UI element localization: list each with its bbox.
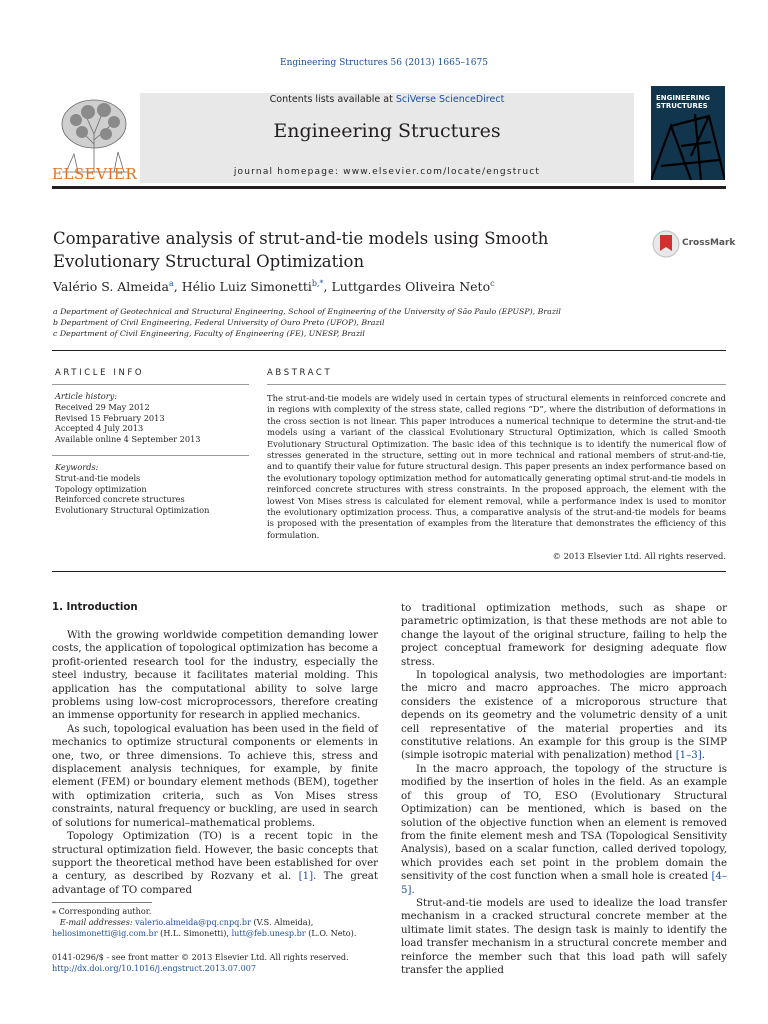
article-info-heading: ARTICLE INFO <box>55 368 145 378</box>
keyword: Evolutionary Structural Optimization <box>55 505 210 516</box>
body-paragraph <box>401 669 727 763</box>
history-item: Revised 15 February 2013 <box>55 412 165 423</box>
contents-prefix: Contents lists available at <box>269 94 396 105</box>
journal-title: Engineering Structures <box>273 120 501 142</box>
issn-line: 0141-0296/$ - see front matter © 2013 Elsevier Ltd. All rights reserved. <box>52 952 349 962</box>
body-paragraph: Strut-and-tie models are used to idealize the load transfer mechanism in a cracked structural concrete member at the ultimate limit states. The design task is mainly to identify the load transfer mechanism in a structural concrete member and reinforce the member such that this load path will safely transfer the applied <box>401 897 727 976</box>
author-name: Luttgardes Oliveira Neto <box>331 279 491 295</box>
affiliation: b Department of Civil Engineering, Federal University of Ouro Preto (UFOP), Brazil <box>53 318 385 327</box>
abstract-end-divider <box>52 571 726 572</box>
abstract-heading: ABSTRACT <box>267 368 333 378</box>
author-affil-ref[interactable]: a <box>169 279 174 288</box>
masthead-rule <box>52 186 726 189</box>
front-matter <box>52 952 378 974</box>
email-link[interactable]: valerio.almeida@pq.cnpq.br <box>135 917 251 927</box>
keywords <box>55 462 250 516</box>
crossmark-label[interactable]: CrossMark <box>682 238 736 248</box>
body-paragraph: to traditional optimization methods, such as shape or parametric optimization, is that these methods are not able to change the layout of the original structure, failing to help the project conceptual framework for designing adequate flow stress. <box>401 603 727 668</box>
email-owner: (H.L. Simonetti), <box>157 928 232 938</box>
info-divider <box>52 384 249 385</box>
corresponding-author: ⁎ Corresponding author. <box>52 906 152 916</box>
abstract-text: The strut-and-tie models are widely used in certain types of structural elements in reinforced concrete and in regions with complexity of the stress state, called regions “D”, where the distribution of deformations in the cross section is not linear. This paper introduces a numerical technique to determine the strut-and-tie models using a variant of the classical Evolutionary Structural Optimization, which is called Smooth Evolutionary Structural Optimization. The basic idea of this technique is to identify the numerical flow of stresses generated in the structure, setting out in more technical and rational members of strut-and-tie, and to quantify their value for future structural design. This paper presents an index performance based on the evolutionary topology optimization method for automatically generating optimal strut-and-tie models in reinforced concrete structures with stress constraints. In the proposed approach, the element with the lowest Von Mises stress is calculated for element removal, while a performance index is used to monitor the evolutionary optimization process. Thus, a comparative analysis of the strut-and-tie models for beams is proposed with the presentation of examples from the literature that demonstrates the efficiency of this formulation. <box>267 393 726 540</box>
author-name: Valério S. Almeida <box>53 279 169 295</box>
contents-line <box>140 94 634 105</box>
reference-link[interactable]: [4–5] <box>401 871 727 896</box>
body-paragraph <box>401 763 727 897</box>
paragraph-text: In topological analysis, two methodologies are important: the micro and macro approaches. The micro approach considers the existence of a microporous structure that depends on its geometry and the volumetric density of a unit cell representative of the material properties and its constitutive relations. An example for this group is the SIMP (simple isotropic material with penalization) method <box>401 670 727 762</box>
header-divider <box>52 350 726 351</box>
journal-citation[interactable]: Engineering Structures 56 (2013) 1665–1675 <box>280 58 488 68</box>
email-link[interactable]: lutt@feb.unesp.br <box>231 928 306 938</box>
email-link[interactable]: heliosimonetti@ig.com.br <box>52 928 158 938</box>
keyword: Strut-and-tie models <box>55 472 141 483</box>
paragraph-text: Topology Optimization (TO) is a recent topic in the structural optimization field. However, the basic concepts that support the theoretical method have been established for over a century, as described by Rozvany et al. <box>52 831 378 883</box>
paragraph-text: . <box>411 884 415 896</box>
author-name: Hélio Luiz Simonetti <box>181 279 312 295</box>
author-affil-ref[interactable]: b,* <box>311 279 324 288</box>
author-list: Valério S. Almeida$^a$, Hélio Luiz Simonetti$^{b,*}$, Luttgardes Oliveira Neto$^c$ <box>53 279 495 295</box>
cover-title-line-2: STRUCTURES <box>656 102 708 110</box>
affiliation: c Department of Civil Engineering, Faculty of Engineering (FE), UNESP, Brazil <box>53 329 365 338</box>
journal-homepage[interactable]: journal homepage: www.elsevier.com/locate/engstruct <box>233 167 541 177</box>
body-paragraph: As such, topological evaluation has been used in the field of mechanics to optimize structural components or elements in one, two, or three dimensions. To achieve this, stress and displacement analysis techniques, for example, by finite element (FEM) or boundary element methods (BEM), together with optimization criteria, such as Von Mises stress constraints, natural frequency or buckling, are used in search of solutions for numerical–mathematical problems. <box>52 723 378 829</box>
history-item: Received 29 May 2012 <box>55 401 150 412</box>
doi-link[interactable]: http://dx.doi.org/10.1016/j.engstruct.2013.07.007 <box>52 963 257 973</box>
paragraph-text: In the macro approach, the topology of the structure is modified by the insertion of holes in the field. As an example of this group of TO, ESO (Evolutionary Structural Optimization) can be mentioned, which is based on the solution of the objective function when an element is removed from the finite element mesh and TSA (Topological Sensitivity Analysis), based on a scalar function, called derived topology, which provides each set point in the problem domain the sensitivity of the cost function when a small hole is created <box>401 763 727 883</box>
paragraph-text: . <box>701 750 705 762</box>
history-label: Article history: <box>55 391 117 401</box>
article-history <box>55 391 250 445</box>
footnote-divider <box>52 902 152 903</box>
article-title: Comparative analysis of strut-and-tie models using Smooth Evolutionary Structural Optimization <box>53 229 549 271</box>
section-heading: 1. Introduction <box>52 602 138 613</box>
sciencedirect-link[interactable]: SciVerse ScienceDirect <box>395 94 505 105</box>
email-owner: (L.O. Neto). <box>305 928 357 938</box>
info-divider <box>52 455 249 456</box>
left-column <box>52 629 378 897</box>
keywords-label: Keywords: <box>55 462 99 472</box>
abstract-divider <box>267 384 726 385</box>
cover-title-line-1: ENGINEERING <box>656 94 711 102</box>
author-affil-ref[interactable]: c <box>490 279 495 288</box>
corresponding-footnote <box>52 906 378 939</box>
body-paragraph <box>52 830 378 897</box>
history-item: Accepted 4 July 2013 <box>55 423 144 434</box>
cover-truss-icon <box>651 86 725 180</box>
body-paragraph: With the growing worldwide competition demanding lower costs, the application of topological optimization has become a profit-oriented research tool for the industry, especially the steel industry, because it facilitates material molding. This application has the computational ability to solve large problems using low-cost microprocessors, therefore creating an immense opportunity for research in applied mechanics. <box>52 630 378 722</box>
reference-link[interactable]: [1] <box>298 871 314 883</box>
affiliation: a Department of Geotechnical and Structural Engineering, School of Engineering of the University of São Paulo (EPUSP), Brazil <box>53 307 561 316</box>
right-column <box>401 602 727 977</box>
reference-link[interactable]: [1–3] <box>675 750 702 762</box>
journal-cover <box>651 86 725 180</box>
history-item: Available online 4 September 2013 <box>55 434 201 445</box>
email-label: E-mail addresses: <box>59 917 133 927</box>
keyword: Topology optimization <box>55 483 147 494</box>
elsevier-wordmark: ELSEVIER <box>52 165 138 183</box>
email-owner: (V.S. Almeida), <box>250 917 314 927</box>
keyword: Reinforced concrete structures <box>55 494 185 505</box>
paragraph-text: . The great advantage of TO compared <box>52 871 378 896</box>
crossmark-icon[interactable] <box>652 229 680 259</box>
abstract-copyright: © 2013 Elsevier Ltd. All rights reserved. <box>552 551 726 561</box>
